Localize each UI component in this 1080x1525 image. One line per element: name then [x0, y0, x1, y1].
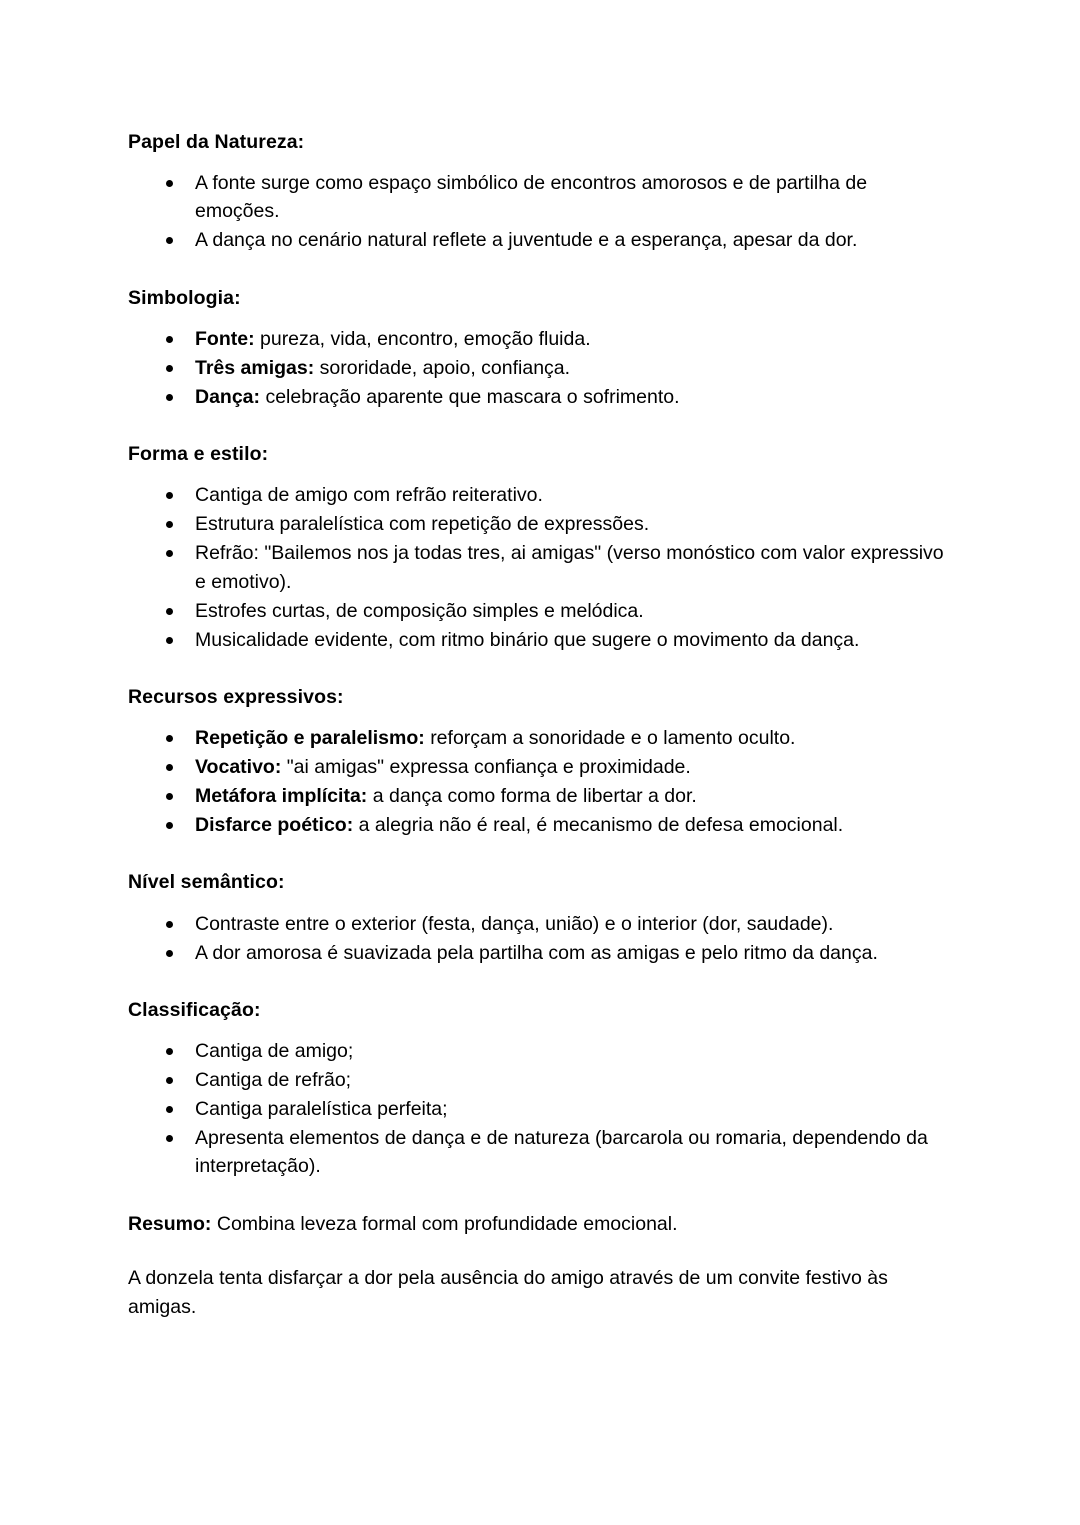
- list-item-text: reforçam a sonoridade e o lamento oculto.: [430, 727, 796, 749]
- list-item: [128, 169, 950, 225]
- list-item-text: Contraste entre o exterior (festa, dança, união) e o interior (dor, saudade).: [195, 912, 834, 935]
- paragraph: [128, 1210, 950, 1238]
- list-item-text: Cantiga de amigo com refrão reiterativo.: [195, 484, 543, 507]
- list-item-text: Musicalidade evidente, com ritmo binário que sugere o movimento da dança.: [195, 628, 860, 651]
- bullet-list: [128, 724, 950, 839]
- list-item: [128, 597, 950, 625]
- bullet-list: [128, 325, 950, 411]
- list-item-text: A dor amorosa é suavizada pela partilha com as amigas e pelo ritmo da dança.: [195, 941, 878, 964]
- list-item: [128, 626, 950, 654]
- paragraph-block: [128, 1264, 950, 1320]
- list-item: [128, 510, 950, 538]
- list-item-text: celebração aparente que mascara o sofrimento.: [265, 385, 680, 408]
- bullet-list: [128, 1037, 950, 1180]
- list-item: [128, 1124, 950, 1180]
- list-item: [128, 782, 950, 810]
- list-item: [128, 354, 950, 382]
- list-item-text: Refrão: "Bailemos nos ja todas tres, ai amigas" (verso monóstico com valor expressivo e emotivo).: [195, 542, 944, 593]
- list-item-label: Repetição e paralelismo:: [195, 727, 425, 749]
- document-section: [128, 996, 950, 1181]
- document-section: [128, 284, 950, 412]
- list-item: [128, 811, 950, 839]
- list-item: [128, 1066, 950, 1094]
- paragraph-block: [128, 1210, 950, 1238]
- list-item-label: Disfarce poético:: [195, 814, 354, 837]
- list-item-label: Vocativo:: [195, 756, 282, 779]
- section-heading: Classificação:: [128, 998, 261, 1021]
- section-heading: Simbologia:: [128, 286, 241, 309]
- list-item: [128, 939, 950, 967]
- section-heading: Forma e estilo:: [128, 443, 269, 465]
- document-body: [128, 128, 950, 1321]
- list-item-label: Metáfora implícita:: [195, 785, 368, 808]
- list-item-text: Estrutura paralelística com repetição de expressões.: [195, 513, 650, 536]
- list-item-label: Três amigas:: [195, 356, 315, 379]
- list-item-text: Apresenta elementos de dança e de natureza (barcarola ou romaria, dependendo da interpretação).: [195, 1127, 928, 1178]
- bullet-list: [128, 910, 950, 967]
- paragraph-text: A donzela tenta disfarçar a dor pela ausência do amigo através de um convite festivo às amigas.: [128, 1267, 888, 1318]
- list-item-text: pureza, vida, encontro, emoção fluida.: [260, 327, 591, 350]
- list-item: [128, 325, 950, 353]
- list-item-text: A fonte surge como espaço simbólico de encontros amorosos e de partilha de emoções.: [195, 172, 868, 223]
- list-item: [128, 724, 950, 752]
- list-item-text: Estrofes curtas, de composição simples e melódica.: [195, 599, 644, 622]
- list-item: [128, 383, 950, 411]
- bullet-list: [128, 169, 950, 254]
- document-section: [128, 128, 950, 255]
- paragraph: [128, 1264, 950, 1320]
- document-section: [128, 868, 950, 966]
- list-item-label: Fonte:: [195, 327, 255, 350]
- section-heading: Papel da Natureza:: [128, 131, 305, 153]
- list-item: [128, 1037, 950, 1065]
- list-item: [128, 910, 950, 938]
- list-item-label: Dança:: [195, 385, 261, 408]
- list-item: [128, 1095, 950, 1123]
- bullet-list: [128, 481, 950, 653]
- section-heading: Recursos expressivos:: [128, 685, 344, 708]
- list-item-text: Cantiga paralelística perfeita;: [195, 1098, 448, 1121]
- list-item: [128, 226, 950, 254]
- list-item-text: a alegria não é real, é mecanismo de defesa emocional.: [358, 814, 844, 837]
- list-item-text: sororidade, apoio, confiança.: [319, 356, 571, 379]
- list-item: [128, 481, 950, 509]
- section-heading: Nível semântico:: [128, 871, 285, 894]
- paragraph-label: Resumo:: [128, 1213, 212, 1236]
- document-section: [128, 683, 950, 840]
- list-item: [128, 539, 950, 595]
- list-item-text: "ai amigas" expressa confiança e proximidade.: [286, 756, 691, 779]
- list-item-text: A dança no cenário natural reflete a juventude e a esperança, apesar da dor.: [195, 229, 858, 252]
- list-item-text: Cantiga de amigo;: [195, 1040, 354, 1062]
- document-section: [128, 440, 950, 654]
- list-item-text: Cantiga de refrão;: [195, 1069, 352, 1092]
- list-item: [128, 753, 950, 781]
- paragraph-text: Combina leveza formal com profundidade emocional.: [216, 1213, 678, 1236]
- list-item-text: a dança como forma de libertar a dor.: [372, 785, 697, 808]
